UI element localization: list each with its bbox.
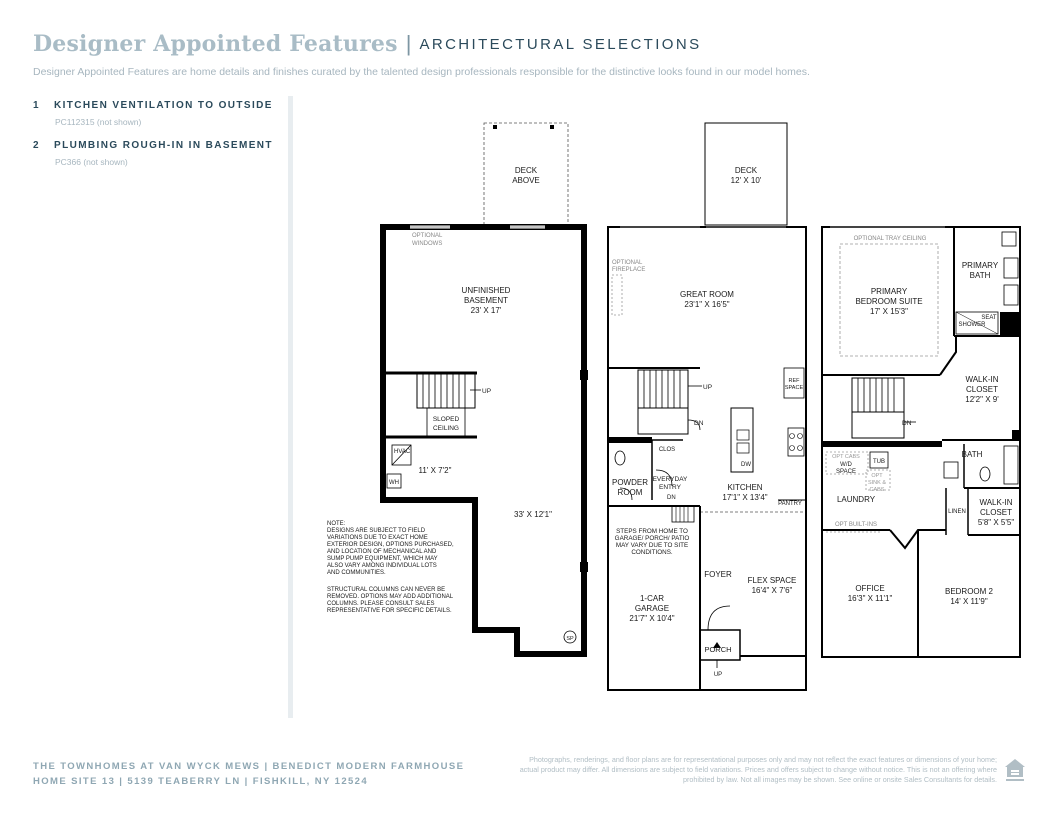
room-dimension: 23'1" X 16'5" [684, 300, 730, 309]
room-label: WALK-IN [979, 498, 1013, 507]
room-label: GARAGE [634, 604, 670, 613]
svg-text:AND COMMUNITIES.: AND COMMUNITIES. [327, 570, 386, 576]
svg-text:SUMP PUMP EQUIPMENT, WHICH MAY: SUMP PUMP EQUIPMENT, WHICH MAY [327, 556, 438, 562]
basement-stairs [417, 374, 475, 408]
svg-text:DN: DN [667, 495, 676, 501]
svg-text:WINDOWS: WINDOWS [412, 241, 443, 247]
svg-text:DESIGNS ARE SUBJECT TO FIELD: DESIGNS ARE SUBJECT TO FIELD [327, 528, 426, 534]
room-label: UNFINISHED [461, 286, 511, 295]
svg-text:OPTIONAL: OPTIONAL [412, 233, 443, 239]
svg-text:SPACE: SPACE [784, 385, 804, 391]
room-dimension: 33' X 12'1" [514, 510, 552, 519]
room-dimension: 5'8" X 5'5" [977, 518, 1015, 527]
svg-text:ABOVE: ABOVE [512, 176, 540, 185]
svg-text:UP: UP [703, 384, 713, 391]
cooktop [788, 428, 804, 456]
svg-text:OPT BUILT-INS: OPT BUILT-INS [834, 522, 878, 528]
svg-text:HVAC: HVAC [394, 449, 411, 455]
room-dimension: 11' X 7'2" [418, 466, 452, 475]
svg-text:CEILING: CEILING [432, 425, 460, 432]
room-label: CLOSET [965, 385, 999, 394]
svg-text:CONDITIONS.: CONDITIONS. [631, 549, 673, 556]
svg-text:DN: DN [902, 420, 912, 427]
room-dimension: 23' X 17' [470, 306, 502, 315]
svg-text:TUB: TUB [873, 459, 885, 465]
svg-text:OPT CABS: OPT CABS [832, 454, 860, 460]
room-label: CLOSET [979, 508, 1013, 517]
svg-text:12' X 10': 12' X 10' [730, 176, 762, 185]
room-dimension: 17' X 15'3" [870, 307, 908, 316]
room-label: ROOM [617, 488, 643, 497]
svg-text:GARAGE/ PORCH/ PATIO: GARAGE/ PORCH/ PATIO [614, 535, 690, 542]
feature-code: PC366 (not shown) [55, 157, 128, 167]
room-dimension: 17'1" X 13'4" [722, 493, 768, 502]
equal-housing-icon [1003, 757, 1027, 783]
svg-text:OPTIONAL TRAY CEILING: OPTIONAL TRAY CEILING [853, 236, 927, 242]
room-dimension: 14' X 11'9" [950, 597, 988, 606]
svg-text:REPRESENTATIVE FOR SPECIFIC DE: REPRESENTATIVE FOR SPECIFIC DETAILS. [327, 608, 452, 614]
svg-text:SLOPED: SLOPED [432, 416, 460, 423]
svg-text:VARIATIONS DUE TO EXACT HOME: VARIATIONS DUE TO EXACT HOME [327, 535, 428, 541]
svg-text:FIREPLACE: FIREPLACE [612, 267, 646, 273]
svg-text:REMOVED. OPTIONS MAY ADD ADDIT: REMOVED. OPTIONS MAY ADD ADDITIONAL [327, 594, 454, 600]
svg-text:ALSO VARY AMONG INDIVIDUAL LOT: ALSO VARY AMONG INDIVIDUAL LOTS [327, 563, 437, 569]
svg-text:COLUMNS. PLEASE CONSULT SALES: COLUMNS. PLEASE CONSULT SALES [327, 601, 435, 607]
room-label: PRIMARY [961, 261, 999, 270]
room-label: FOYER [704, 570, 732, 579]
toilet [615, 451, 625, 465]
upper-level-plan [822, 227, 1020, 657]
page-title: Designer Appointed Features [33, 31, 398, 57]
svg-text:EVERYDAY: EVERYDAY [652, 476, 688, 483]
svg-text:REF: REF [788, 378, 800, 384]
svg-text:SP: SP [566, 636, 574, 642]
room-label: PORCH [704, 645, 732, 654]
room-dimension: 16'3" X 11'1" [847, 594, 893, 603]
home-site-address: HOME SITE 13 | 5139 TEABERRY LN | FISHKILL, NY 12524 [33, 776, 369, 787]
disclaimer: Photographs, renderings, and floor plans are for representational purposes only and may not reflect the exact features or dimensions of your home; actual product may differ. All dimensions are subject to field variations. Prices and offers subject to change without notice. This is not an offering where prohibited by law. Not all images may be shown. See online or onsite Sales Consultants for details. [519, 755, 997, 784]
svg-text:STRUCTURAL COLUMNS CAN NEVER B: STRUCTURAL COLUMNS CAN NEVER BE [327, 587, 446, 593]
room-label: POWDER [612, 478, 648, 487]
toilet [980, 467, 990, 481]
sink [1004, 258, 1018, 278]
room-label: LAUNDRY [836, 495, 876, 504]
svg-text:UP: UP [713, 672, 723, 678]
basement-plan [327, 123, 588, 654]
svg-text:EXTERIOR DESIGN, OPTIONS PURCH: EXTERIOR DESIGN, OPTIONS PURCHASED, [327, 542, 454, 548]
sink [1004, 285, 1018, 305]
svg-text:DN: DN [694, 420, 704, 427]
community-info [33, 759, 464, 789]
svg-text:ENTRY: ENTRY [659, 484, 681, 491]
svg-text:SINK &: SINK & [867, 480, 887, 486]
svg-text:STEPS FROM HOME TO: STEPS FROM HOME TO [616, 528, 688, 535]
feature-number: 2 [33, 140, 40, 151]
page-subtitle: ARCHITECTURAL SELECTIONS [419, 36, 702, 53]
room-label: BEDROOM SUITE [855, 297, 923, 306]
upper-stairs [852, 378, 904, 412]
room-label: OFFICE [855, 584, 885, 593]
svg-text:OPTIONAL: OPTIONAL [612, 260, 643, 266]
svg-text:CLOS: CLOS [658, 447, 676, 453]
room-label: FLEX SPACE [747, 576, 797, 585]
svg-text:LINEN: LINEN [948, 509, 966, 515]
svg-text:UP: UP [482, 388, 492, 395]
svg-text:DW: DW [741, 462, 751, 468]
svg-text:DECK: DECK [514, 166, 538, 175]
intro-text: Designer Appointed Features are home details and finishes curated by the talented design professionals responsible for the distinctive looks found in our model homes. [33, 66, 810, 78]
feature-title: PLUMBING ROUGH-IN IN BASEMENT [54, 140, 273, 151]
community-name: THE TOWNHOMES AT VAN WYCK MEWS | BENEDICT MODERN FARMHOUSE [33, 761, 465, 772]
room-dimension: 16'4" X 7'6" [751, 586, 793, 595]
svg-text:W/D: W/D [840, 462, 852, 468]
svg-text:AND LOCATION OF MECHANICAL AND: AND LOCATION OF MECHANICAL AND [327, 549, 437, 555]
feature-title: KITCHEN VENTILATION TO OUTSIDE [54, 100, 273, 111]
feature-code: PC112315 (not shown) [55, 117, 142, 127]
main-stairs [638, 370, 688, 408]
bathtub [1004, 446, 1018, 484]
room-label: BATH [969, 271, 991, 280]
title-separator: | [405, 31, 412, 56]
room-label: GREAT ROOM [680, 290, 734, 299]
svg-text:SHOWER: SHOWER [958, 322, 986, 328]
svg-text:SEAT: SEAT [981, 315, 997, 321]
svg-text:OPT: OPT [871, 473, 883, 479]
room-label: BATH [961, 450, 983, 459]
room-label: KITCHEN [727, 483, 763, 492]
room-label: BASEMENT [463, 296, 509, 305]
feature-number: 1 [33, 100, 40, 111]
svg-text:PANTRY: PANTRY [778, 501, 802, 507]
room-label: BEDROOM 2 [944, 587, 994, 596]
svg-text:NOTE:: NOTE: [327, 521, 346, 527]
basement-note [327, 521, 454, 614]
svg-text:CABS: CABS [869, 487, 885, 493]
main-level-plan [608, 123, 806, 690]
svg-text:SPACE: SPACE [836, 469, 856, 475]
svg-text:MAY VARY DUE TO SITE: MAY VARY DUE TO SITE [615, 542, 689, 549]
garage-steps [672, 506, 694, 522]
room-label: WALK-IN [965, 375, 999, 384]
room-label: PRIMARY [870, 287, 908, 296]
svg-text:DECK: DECK [734, 166, 758, 175]
room-label: 1-CAR [639, 594, 665, 603]
svg-text:WH: WH [389, 480, 399, 486]
optional-fireplace [612, 275, 622, 315]
room-dimension: 21'7" X 10'4" [629, 614, 675, 623]
room-dimension: 12'2" X 9' [965, 395, 999, 404]
